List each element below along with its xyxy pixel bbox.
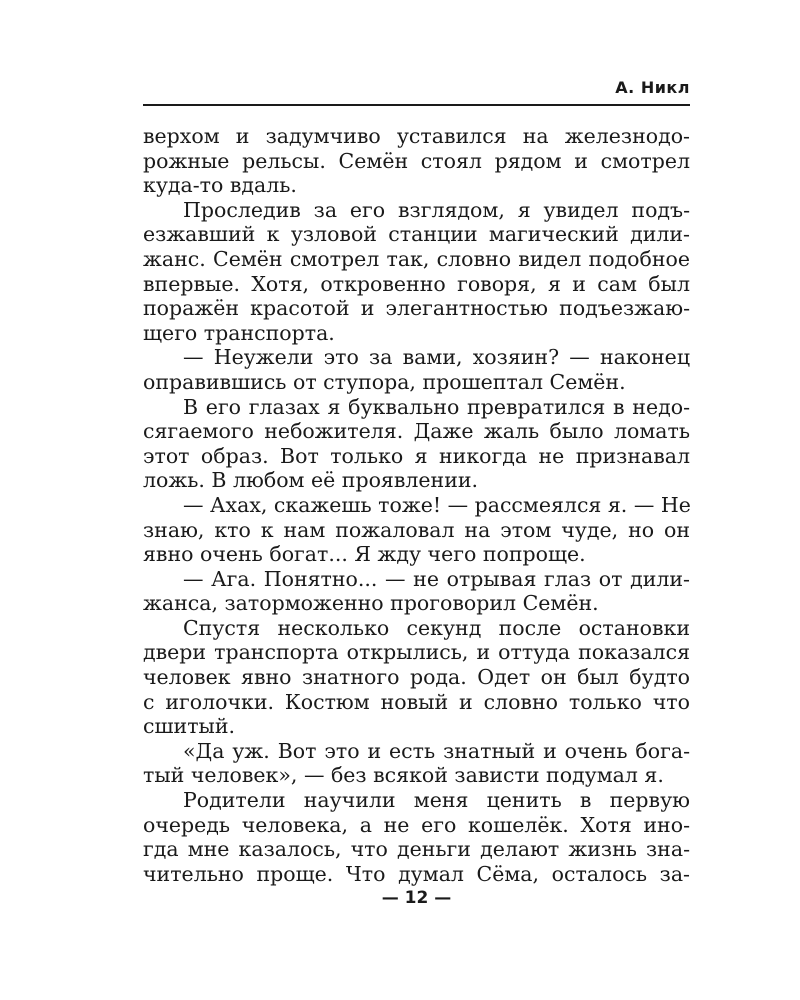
text-line: впервые. Хотя, откровенно говоря, я и сам был <box>143 271 690 296</box>
text-line: человек явно знатного рода. Одет он был будто <box>143 665 690 690</box>
text-line: — Ахах, скажешь тоже! — рассмеялся я. — Не <box>183 492 691 517</box>
text-line: с иголочки. Костюм новый и словно только что <box>143 689 690 714</box>
text-line: двери транспорта открылись, и оттуда показался <box>143 640 690 665</box>
page-number: — 12 — <box>381 888 452 908</box>
text-line: очередь человека, а не его кошелёк. Хотя ино- <box>143 812 690 837</box>
text-line: сягаемого небожителя. Даже жаль было ломать <box>143 419 690 444</box>
text-line: жанс. Семён смотрел так, словно видел подобное <box>143 246 690 271</box>
text-line: явно очень богат... Я жду чего попроще. <box>143 542 586 567</box>
text-line: чительно проще. Что думал Сёма, осталось за- <box>143 861 690 886</box>
text-line: Проследив за его взглядом, я увидел подъ- <box>183 197 690 222</box>
header-rule <box>143 104 690 106</box>
text-line: оправившись от ступора, прошептал Семён. <box>143 369 626 394</box>
text-line: гда мне казалось, что деньги делают жизнь зна- <box>143 837 690 862</box>
text-line: В его глазах я буквально превратился в недо- <box>183 394 690 419</box>
text-line: этот образ. Вот только я никогда не признавал <box>143 443 690 468</box>
text-line: Спустя несколько секунд после остановки <box>183 615 690 640</box>
text-line: сшитый. <box>143 714 236 739</box>
running-header-author: А. Никл <box>615 78 690 97</box>
text-line: верхом и задумчиво уставился на железнодо- <box>143 124 690 148</box>
text-line: тый человек», — без всякой зависти подумал я. <box>143 763 664 788</box>
text-line: — Ага. Понятно... — не отрывая глаз от дили- <box>183 566 690 591</box>
text-line: куда-то вдаль. <box>143 173 297 198</box>
text-line: поражён красотой и элегантностью подъезжаю- <box>143 296 690 321</box>
text-line: — Неужели это за вами, хозяин? — наконец <box>183 345 690 370</box>
body-text <box>143 124 690 886</box>
text-line: «Да уж. Вот это и есть знатный и очень бога- <box>183 738 690 763</box>
text-line: рожные рельсы. Семён стоял рядом и смотрел <box>143 148 690 173</box>
text-line: Родители научили меня ценить в первую <box>183 788 690 813</box>
text-line: жанса, заторможенно проговорил Семён. <box>143 591 599 616</box>
text-line: знаю, кто к нам пожаловал на этом чуде, но он <box>143 517 690 542</box>
text-line: ложь. В любом её проявлении. <box>143 468 479 493</box>
text-line: щего транспорта. <box>143 320 335 345</box>
text-line: езжавший к узловой станции магический дили- <box>143 222 690 247</box>
